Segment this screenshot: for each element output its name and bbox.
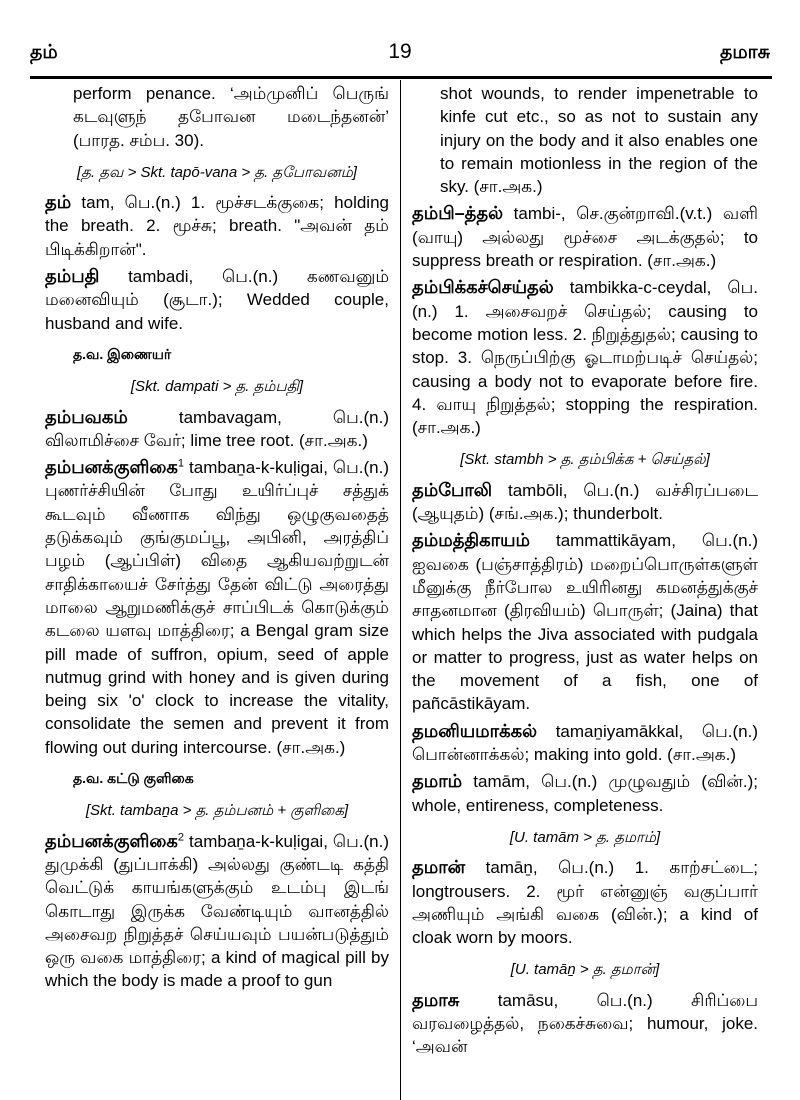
entry-definition: tambaṉa-k-kuḷigai, பெ.(n.) புணர்ச்சியின் போது உயிர்ப்புச் சத்துக் கூடவும் வீணாக விந்து ஒழுகுவதைத் தடுக்கவும் குங்குமப்பூ, அபினி, அரத்திப் பழம் (ஆப்பிள்) விதை ஆகியவற்றுடன் சாதிக்காயைச் சேர்த்து தேன் விட்டு அரைத்து மாலை ஆறுமணிக்குச் சாப்பிடக் கொடுக்கும் கடலை யளவு மாத்திரை; a Bengal gram size pill made of suffron, opium, seed of apple nutmug grind with honey and is given during being six 'o' clock to increase the vitality, consolidate the semen and prevent it from flowing out during intercourse. (சா.அக.) [45,458,389,757]
etymology: [U. tamāṉ > த. தமான்] [510,961,660,979]
entry-definition: tamaṉiyamākkal, பெ.(n.) பொன்னாக்கல்; making into gold. (சா.அக.) [412,721,758,765]
entry-definition: tamām, பெ.(n.) முழுவதும் (வின்.); whole, entireness, completeness. [412,772,758,815]
dictionary-entry [45,191,389,261]
dictionary-entry [45,406,389,453]
entry-continuation: shot wounds, to render impenetrable to kinfe cut etc., so as not to sustain any injury on the body and it also enables one to remain motionless in the region of the sky. (சா.அக.) [440,84,758,197]
etymology: [Skt. dampati > த. தம்பதி] [130,378,304,396]
headword: தம்போலி [412,479,493,500]
headword: தம் [45,192,72,213]
synonym-note: த.வ. இணையர் [73,345,172,362]
headword: தம்பிக்கச்செய்தல் [412,277,554,298]
homonym-number: 1 [177,457,185,470]
headword: தமனியமாக்கல் [412,720,538,741]
etymology: [Skt. tambaṉa > த. தம்பனம் + குளிகை] [85,802,349,820]
homonym-number: 2 [177,830,185,843]
header-first-word: தம் [30,42,58,63]
dictionary-entry [45,265,389,335]
headword: தம்பனக்குளிகை [45,830,178,851]
dictionary-entry [412,770,758,817]
page-number: 19 [388,40,412,63]
dictionary-entry [412,529,758,715]
etymology: [த. தவ > Skt. tapō-vana > த. தபோவனம்] [77,163,357,181]
right-column [412,82,758,1059]
dictionary-entry [412,202,758,272]
entry-definition: tam, பெ.(n.) 1. மூச்சடக்குகை; holding the breath. 2. மூச்சு; breath. "அவன் தம் பிடிக்கிறான்". [45,193,389,259]
headword: தம்பனக்குளிகை [45,457,178,478]
entry-definition: tammattikāyam, பெ.(n.) ஐவகை (பஞ்சாத்திரம்) மறைப்பொருள்களுள் மீனுக்கு நீர்போல உயிரினது கமனத்துக்குச் சாதனமான (திரவியம்) பொருள்; (Jaina) that which helps the Jiva associated with pudgala or matter to progress, just as water helps on the movement of a fish, one of pañcāstikāyam. [412,531,758,714]
dictionary-entry [412,479,758,526]
entry-definition: tambikka-c-ceydal, பெ.(n.) 1. அசைவறச் செய்தல்; causing to become motion less. 2. நிறுத்துதல்; causing to stop. 3. நெருப்பிற்கு ஓடாமற்படிச் செய்தல்; causing a body not to evaporate before fire. 4. வாயு நிறுத்தல்; stopping the respiration. (சா.அக.) [412,278,758,438]
entry-definition: tambavagam, பெ.(n.) விலாமிச்சை வேர்; lime tree root. (சா.அக.) [45,407,389,450]
dictionary-entry [412,989,758,1059]
etymology: [Skt. stambh > த. தம்பிக்க + செய்தல்] [460,451,710,469]
entry-definition: tamāṉ, பெ.(n.) 1. காற்சட்டை; longtrousers. 2. மூர் என்னுஞ் வகுப்பார் அணியும் அங்கி வகை (வின்.); a kind of cloak worn by moors. [412,858,758,948]
headword: தம்மத்திகாயம் [412,530,531,551]
header-last-word: தமாசு [720,42,770,63]
entry-definition: tambaṉa-k-kuḷigai, பெ.(n.) துமுக்கி (துப்பாக்கி) அல்லது குண்டடி கத்தி வெட்டுக் காயங்களுக்கும் உடம்பு இடங் கொடாது இருக்க வேண்டியும் வானத்தில் அசைவற நிறுத்தச் செய்யவும் பயன்படுத்தும் ஒரு வகை மாத்திரை; a kind of magical pill by which the body is made a proof to gun [45,831,389,991]
headword: தமான் [412,857,466,878]
entry-definition: tamāsu, பெ.(n.) சிரிப்பை வரவழைத்தல், நகைச்சுவை; humour, joke. ‘அவன் [412,990,758,1057]
column-divider [400,80,401,1100]
entry-definition: tambōli, பெ.(n.) வச்சிரப்படை (ஆயுதம்) (சங்.அக.); thunderbolt. [412,480,758,524]
left-column [45,82,389,993]
headword: தம்பி–த்தல் [412,203,504,224]
headword: தமாம் [412,771,463,792]
page-header [30,38,770,74]
entry-continuation: perform penance. ‘அம்முனிப் பெருங் கடவுளுந் தபோவன மடைந்தனன்’ (பாரத. சம்ப. 30). [73,84,389,150]
dictionary-entry [412,720,758,767]
header-rule [30,76,772,79]
headword: தம்பதி [45,266,100,287]
entry-definition: tambi-, செ.குன்றாவி.(v.t.) வளி (வாயு) அல்லது மூச்சை அடக்குதல்; to suppress breath or respiration. (சா.அக.) [412,204,758,271]
dictionary-entry [45,456,389,759]
dictionary-entry [45,830,389,993]
synonym-note: த.வ. கட்டு குளிகை [73,770,194,787]
dictionary-entry [412,276,758,439]
headword: தம்பவகம் [45,406,128,427]
etymology: [U. tamām > த. தமாம்] [509,828,661,846]
headword: தமாசு [412,989,460,1010]
dictionary-entry [412,856,758,949]
entry-definition: tambadi, பெ.(n.) கணவனும் மனைவியும் (சூடா.); Wedded couple, husband and wife. [45,267,389,333]
